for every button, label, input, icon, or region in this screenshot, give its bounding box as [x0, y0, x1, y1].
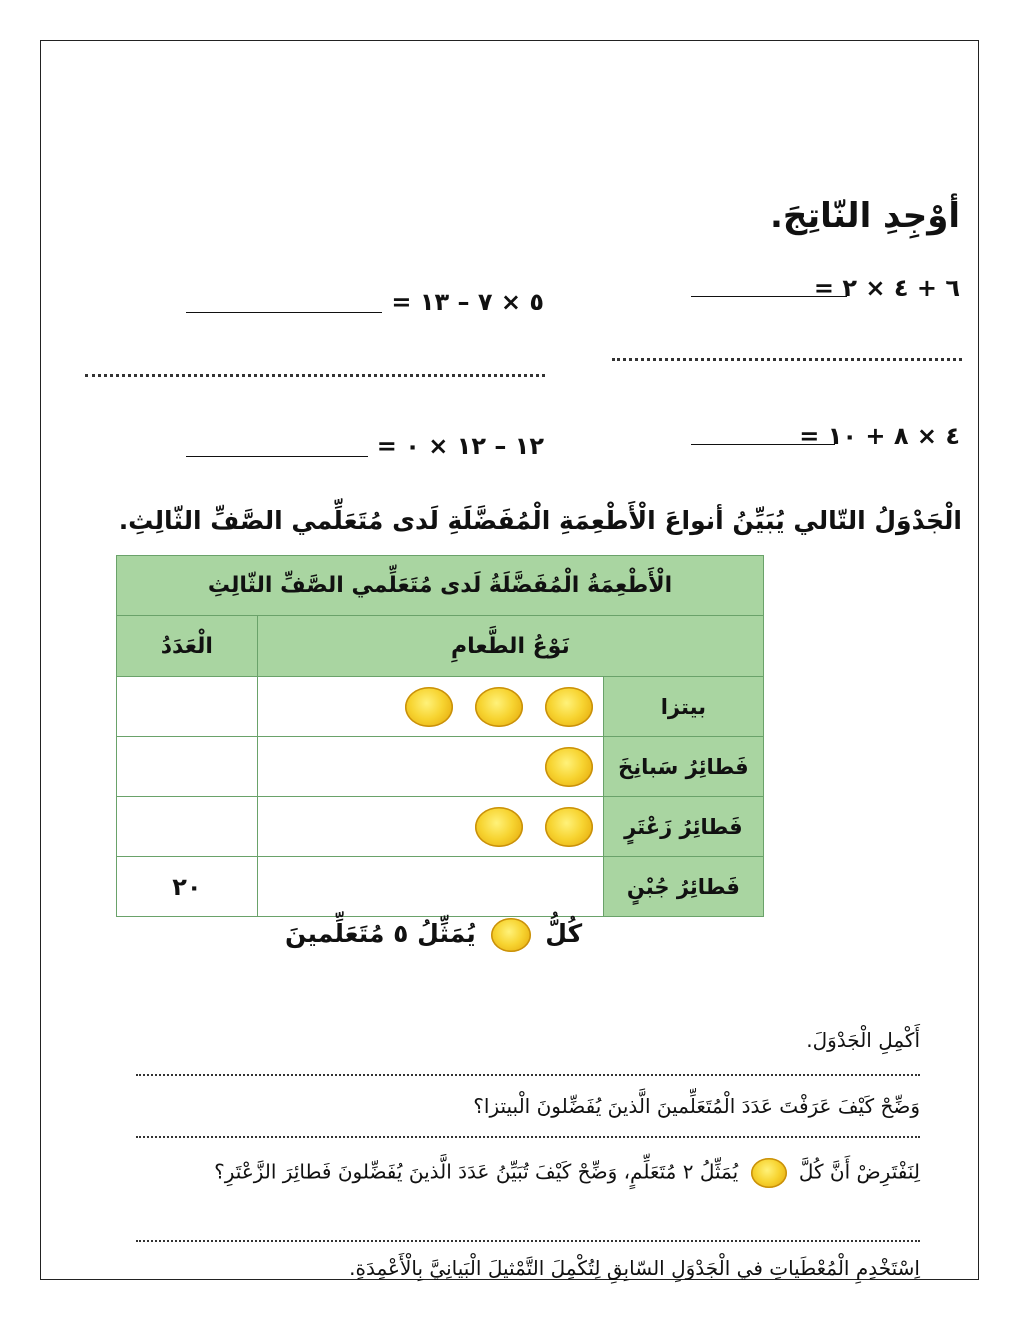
- work-line-2[interactable]: [85, 374, 545, 377]
- coin-icon: [545, 687, 593, 727]
- question-3: [214, 1158, 920, 1188]
- food-name: فَطائِرُ جُبْنٍ: [603, 857, 763, 917]
- coin-icon: [545, 807, 593, 847]
- coin-icon: [475, 807, 523, 847]
- table-row: [117, 857, 764, 917]
- table-row: [117, 737, 764, 797]
- expression-3: ٤ × ٨ + ١٠ =: [799, 422, 960, 450]
- table-caption: الْأَطْعِمَةُ الْمُفَضَّلَةُ لَدى مُتَعَلِّمي الصَّفِّ الثّالِثِ: [117, 556, 764, 616]
- answer-line-2[interactable]: [186, 312, 382, 313]
- table-intro: الْجَدْوَلُ التّالي يُبَيِّنُ أنواعَ الْأَطْعِمَةِ الْمُفَضَّلَةِ لَدى مُتَعَلِّمي الصَّفِّ الثّالِثِ.: [118, 506, 962, 535]
- expression-1: ٦ + ٤ × ٢ =: [813, 274, 960, 302]
- favorite-foods-table: [116, 555, 764, 917]
- table-row: [117, 797, 764, 857]
- question-4: اِسْتَخْدِمِ الْمُعْطَياتِ في الْجَدْوَلِ السّابِقِ لِتُكْمِلَ التَّمْثيلَ الْبَيانِيَّ بِالْأَعْمِدَةِ.: [349, 1256, 920, 1280]
- column-header-food-type: نَوْعُ الطَّعامِ: [257, 616, 763, 677]
- question-3-suffix: يُمَثِّلُ ٢ مُتَعَلِّمٍ، وَضِّحْ كَيْفَ تُبَيِّنُ عَدَدَ الَّذينَ يُفَضِّلونَ فَطائِرَ الزَّعْتَرِ؟: [214, 1159, 739, 1184]
- answer-line-1[interactable]: [691, 296, 847, 297]
- section-heading: أوْجِدِ النّاتِجَ.: [769, 196, 960, 236]
- count-cell[interactable]: [117, 797, 258, 857]
- question-1: أَكْمِلِ الْجَدْوَلَ.: [806, 1028, 920, 1052]
- coin-icon: [545, 747, 593, 787]
- food-name: فَطائِرُ زَعْتَرٍ: [603, 797, 763, 857]
- answer-line-q1[interactable]: [136, 1074, 920, 1076]
- answer-line-4[interactable]: [186, 456, 368, 457]
- coin-icon: [405, 687, 453, 727]
- expression-4: ١٢ – ١٢ × ٠ =: [376, 432, 544, 460]
- question-3-prefix: لِنَفْتَرِضْ أَنَّ كُلَّ: [798, 1159, 920, 1184]
- answer-line-3[interactable]: [691, 444, 835, 445]
- picture-cell: [257, 737, 603, 797]
- table-row: [117, 677, 764, 737]
- count-cell: ٢٠: [117, 857, 258, 917]
- key-prefix: كُلُّ: [545, 919, 583, 948]
- answer-line-q3[interactable]: [136, 1240, 920, 1242]
- picture-cell: [257, 797, 603, 857]
- answer-line-q2[interactable]: [136, 1136, 920, 1138]
- coin-icon: [751, 1158, 787, 1188]
- column-header-count: الْعَدَدُ: [117, 616, 258, 677]
- food-name: فَطائِرُ سَبانِخَ: [603, 737, 763, 797]
- work-line-1[interactable]: [612, 358, 962, 361]
- picture-cell[interactable]: [257, 857, 603, 917]
- count-cell[interactable]: [117, 737, 258, 797]
- coin-icon: [475, 687, 523, 727]
- picture-cell: [257, 677, 603, 737]
- question-2: وَضِّحْ كَيْفَ عَرَفْتَ عَدَدَ الْمُتَعَلِّمينَ الَّذينَ يُفَضِّلونَ الْبيتزا؟: [473, 1094, 920, 1118]
- coin-icon: [491, 918, 531, 952]
- count-cell[interactable]: [117, 677, 258, 737]
- key-suffix: يُمَثِّلُ ٥ مُتَعَلِّمينَ: [285, 919, 476, 948]
- food-name: بيتزا: [603, 677, 763, 737]
- pictograph-key: [285, 918, 582, 952]
- expression-2: ٥ × ٧ – ١٣ =: [391, 288, 544, 316]
